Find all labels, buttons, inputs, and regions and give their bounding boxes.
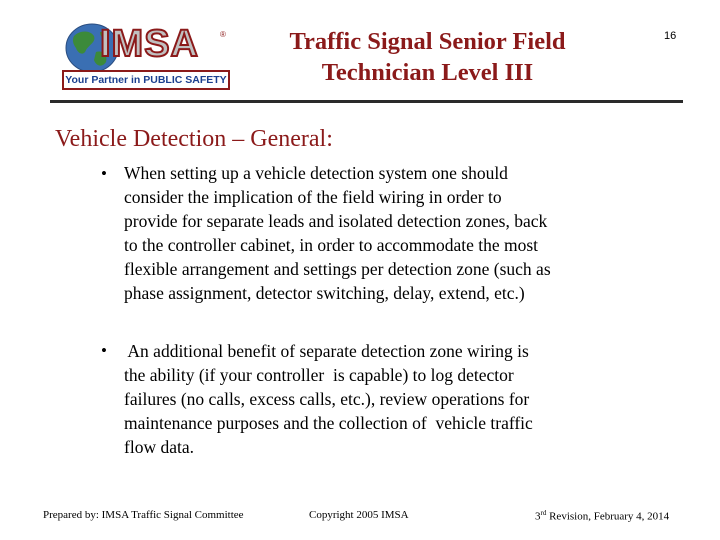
logo-tagline: Your Partner in PUBLIC SAFETY bbox=[65, 74, 227, 86]
paragraph-line: When setting up a vehicle detection system one should bbox=[124, 163, 508, 183]
paragraph-line: maintenance purposes and the collection of vehicle traffic bbox=[124, 413, 533, 433]
slide-number: 16 bbox=[664, 30, 677, 42]
paragraph-line: flexible arrangement and settings per detection zone (such as bbox=[124, 259, 551, 279]
imsa-logo bbox=[62, 22, 232, 90]
revision-text: Revision, February 4, 2014 bbox=[546, 510, 670, 523]
paragraph-line: An additional benefit of separate detection zone wiring is bbox=[124, 341, 529, 361]
paragraph-line: to the controller cabinet, in order to accommodate the most bbox=[124, 235, 539, 255]
paragraph-line: phase assignment, detector switching, delay, extend, etc.) bbox=[124, 283, 525, 303]
paragraph-line: consider the implication of the field wiring in order to bbox=[124, 187, 502, 207]
bullet-paragraph-2 bbox=[124, 339, 629, 459]
logo-registered-mark: ® bbox=[220, 30, 226, 39]
revision-ordinal: rd bbox=[540, 509, 547, 517]
bullet-marker: • bbox=[101, 164, 107, 183]
paragraph-line: provide for separate leads and isolated detection zones, back bbox=[124, 211, 548, 231]
paragraph-line: flow data. bbox=[124, 437, 194, 457]
header-divider bbox=[50, 100, 683, 103]
logo-wordmark: IMSA bbox=[100, 23, 199, 65]
footer-copyright: Copyright 2005 IMSA bbox=[309, 509, 409, 521]
footer-prepared-by: Prepared by: IMSA Traffic Signal Committee bbox=[43, 509, 244, 521]
bullet-marker: • bbox=[101, 341, 107, 360]
bullet-paragraph-1 bbox=[124, 161, 629, 305]
logo-tagline-box bbox=[62, 70, 230, 90]
paragraph-line: the ability (if your controller is capable) to log detector bbox=[124, 365, 514, 385]
revision-number: 3 bbox=[535, 510, 541, 523]
slide-title: Traffic Signal Senior Field Technician Level III bbox=[289, 28, 566, 86]
section-heading: Vehicle Detection – General: bbox=[55, 126, 333, 152]
footer-revision bbox=[535, 509, 669, 523]
paragraph-line: failures (no calls, excess calls, etc.), review operations for bbox=[124, 389, 530, 409]
